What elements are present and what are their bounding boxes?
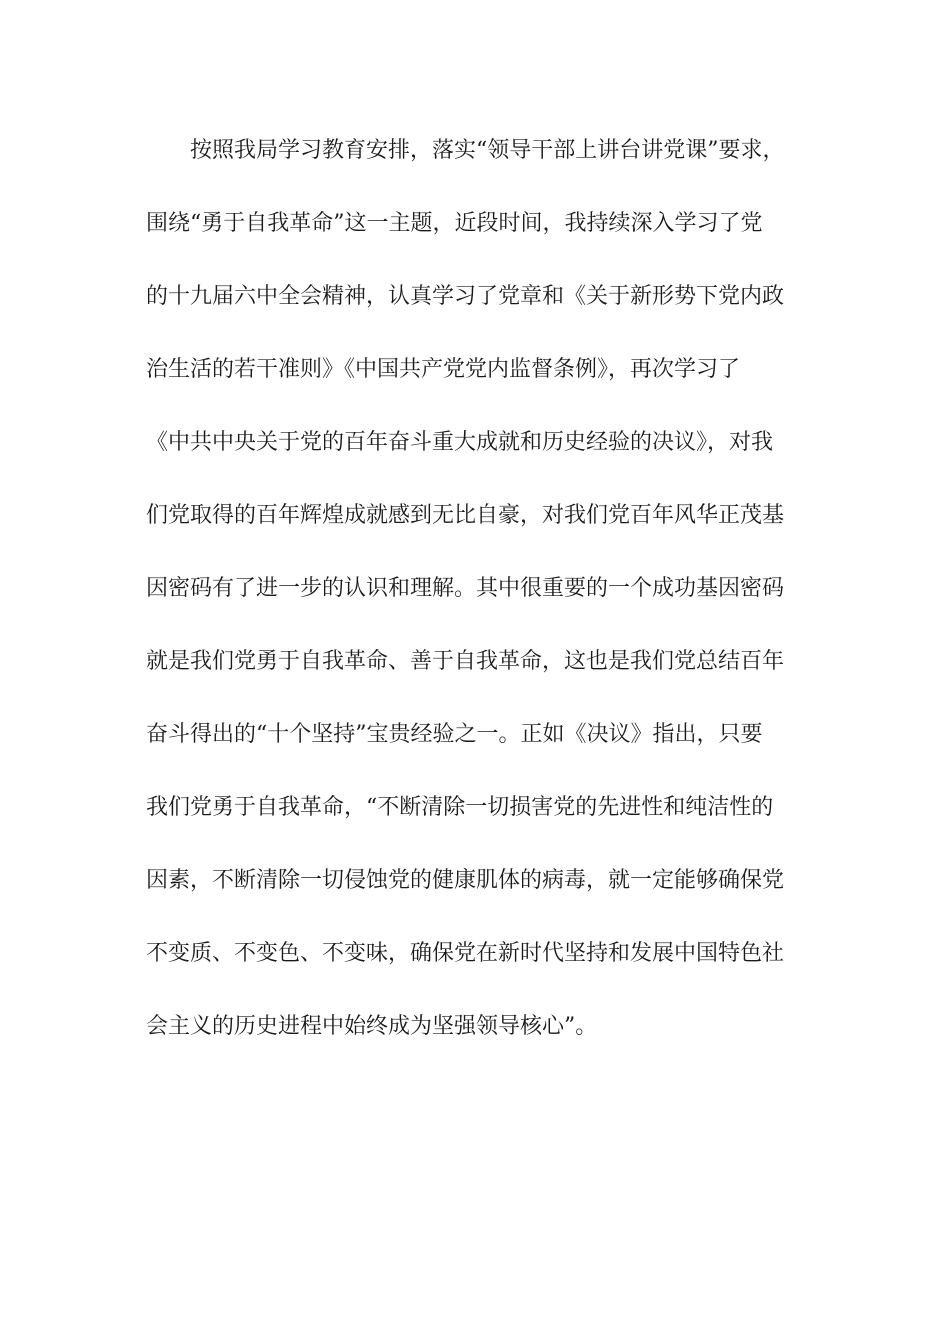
paragraph-line: 因素，不断清除一切侵蚀党的健康肌体的病毒，就一定能够确保党 [146, 868, 785, 893]
paragraph-line: 不变质、不变色、不变味，确保党在新时代坚持和发展中国特色社 [146, 941, 785, 966]
paragraph-line: 奋斗得出的“十个坚持”宝贵经验之一。正如《决议》指出，只要 [146, 722, 763, 747]
paragraph-line: 治生活的若干准则》《中国共产党党内监督条例》，再次学习了 [146, 357, 741, 382]
paragraph-line: 会主义的历史进程中始终成为坚强领导核心”。 [146, 1014, 598, 1039]
paragraph-line: 按照我局学习教育安排，落实“领导干部上讲台讲党课”要求， [190, 138, 785, 163]
paragraph-line: 的十九届六中全会精神，认真学习了党章和《关于新形势下党内政 [146, 284, 785, 309]
paragraph-line: 我们党勇于自我革命，“不断清除一切损害党的先进性和纯洁性的 [146, 795, 774, 820]
paragraph-line: 因密码有了进一步的认识和理解。其中很重要的一个成功基因密码 [146, 576, 785, 601]
body-paragraph [146, 130, 806, 1079]
paragraph-line: 们党取得的百年辉煌成就感到无比自豪，对我们党百年风华正茂基 [146, 503, 785, 528]
paragraph-line: 就是我们党勇于自我革命、善于自我革命，这也是我们党总结百年 [146, 649, 785, 674]
paragraph-line: 《中共中央关于党的百年奋斗重大成就和历史经验的决议》，对我 [146, 430, 774, 455]
paragraph-line: 围绕“勇于自我革命”这一主题，近段时间，我持续深入学习了党 [146, 211, 763, 236]
